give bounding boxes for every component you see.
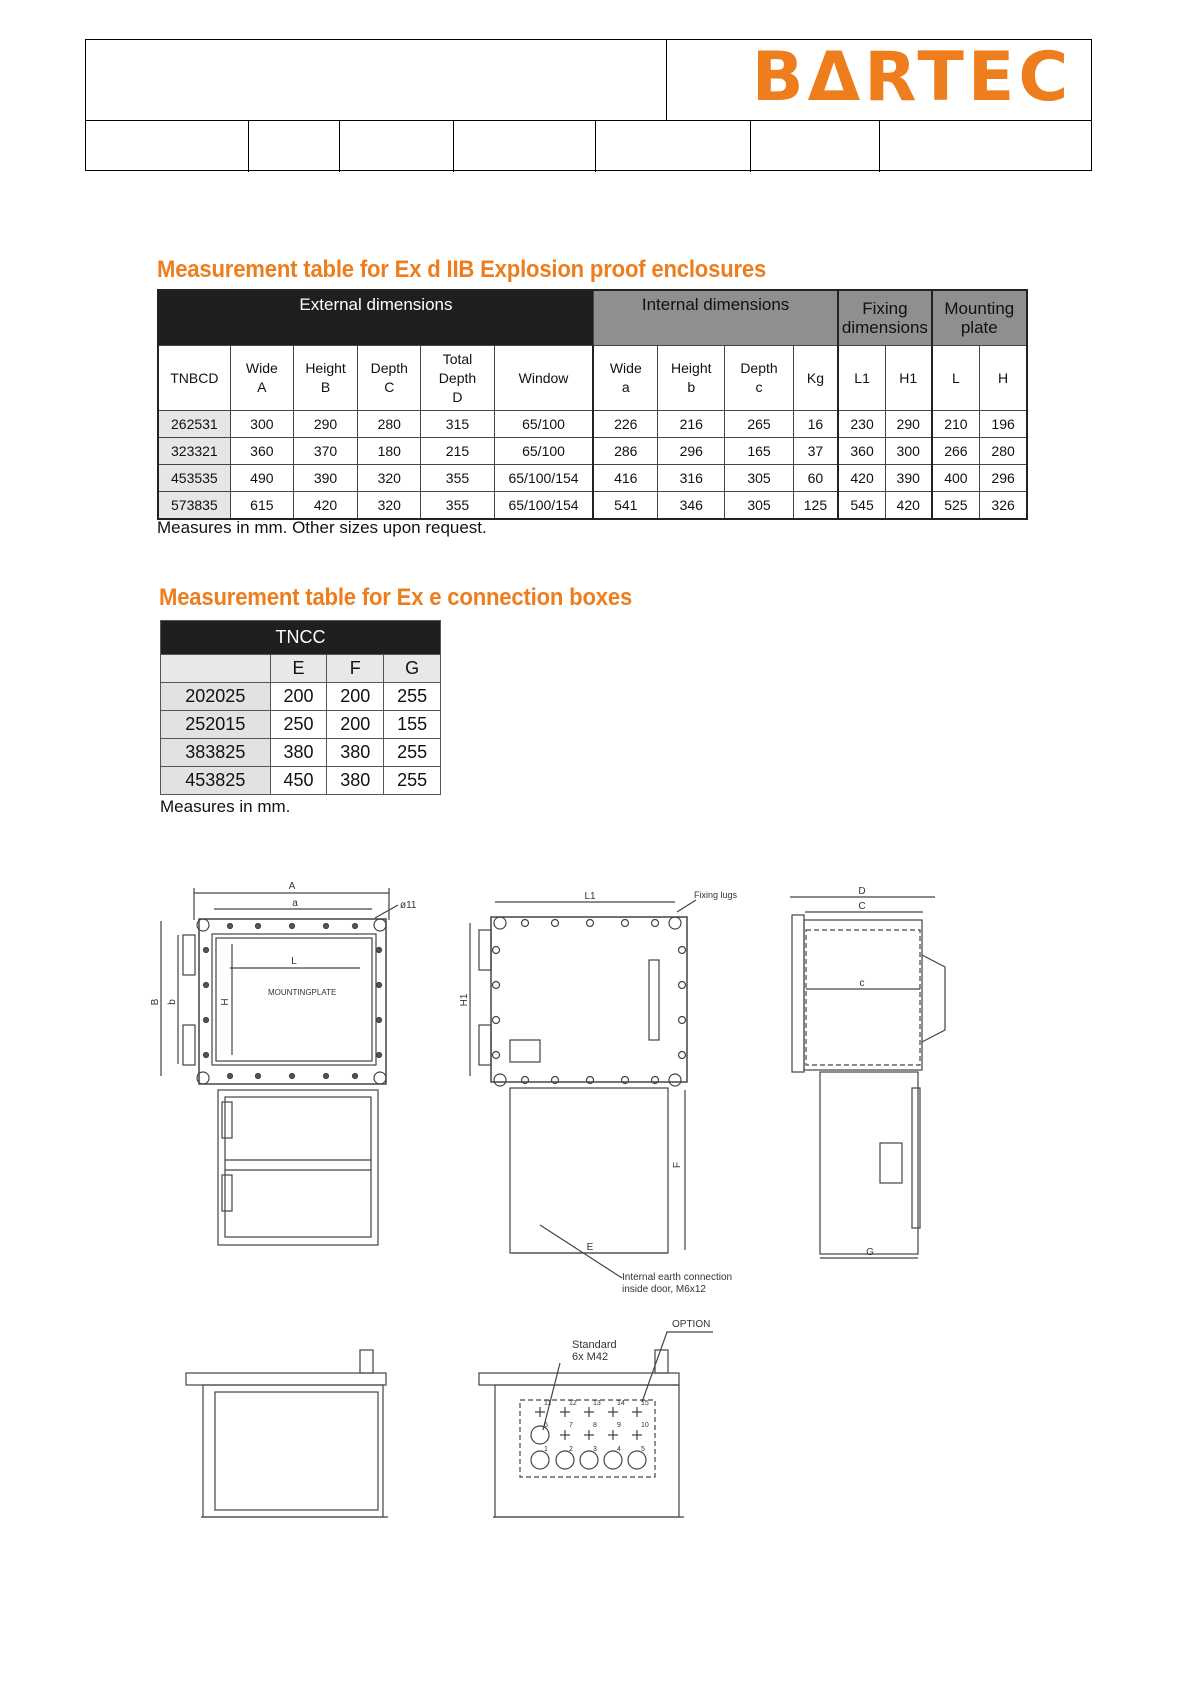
table-cell: 390 bbox=[885, 465, 931, 492]
group-mounting-plate: Mounting plate bbox=[932, 290, 1027, 346]
bolt bbox=[324, 924, 329, 929]
gland-number: 8 bbox=[593, 1422, 597, 1429]
bolt bbox=[493, 1017, 500, 1024]
gland-plug bbox=[584, 1407, 594, 1417]
table-cell: 383825 bbox=[161, 739, 271, 767]
table-cell: 200 bbox=[327, 683, 384, 711]
bolt bbox=[652, 920, 659, 927]
enclosures-note: Measures in mm. Other sizes upon request. bbox=[157, 518, 487, 537]
bolt bbox=[377, 983, 382, 988]
table-cell: 165 bbox=[725, 438, 793, 465]
column-header: E bbox=[270, 655, 327, 683]
gland-number: 7 bbox=[569, 1422, 573, 1429]
bolt bbox=[204, 983, 209, 988]
table-cell: 316 bbox=[658, 465, 725, 492]
table-cell: 370 bbox=[293, 438, 357, 465]
table-cell: 320 bbox=[358, 492, 421, 520]
gland-number: 14 bbox=[617, 1400, 625, 1407]
table-cell: 226 bbox=[593, 411, 657, 438]
table-cell: 323321 bbox=[158, 438, 230, 465]
table-cell: 250 bbox=[270, 711, 327, 739]
gland-entry bbox=[531, 1451, 549, 1469]
bolt bbox=[290, 1074, 295, 1079]
gland-number: 4 bbox=[617, 1446, 621, 1453]
dim-label: H bbox=[220, 998, 231, 1006]
column-header: TNBCD bbox=[158, 346, 230, 411]
dim-label: D bbox=[858, 886, 866, 897]
dim-label: H1 bbox=[459, 993, 470, 1007]
bolt bbox=[228, 1074, 233, 1079]
gland-plug bbox=[584, 1430, 594, 1440]
bartec-logo: BΔRTEC bbox=[751, 37, 1073, 117]
table-cell: 390 bbox=[293, 465, 357, 492]
bolt bbox=[493, 982, 500, 989]
column-header: F bbox=[327, 655, 384, 683]
table-cell: 541 bbox=[593, 492, 657, 520]
table-cell: 360 bbox=[838, 438, 885, 465]
bolt bbox=[353, 924, 358, 929]
table-cell: 266 bbox=[932, 438, 980, 465]
bolt bbox=[522, 920, 529, 927]
table-cell: 180 bbox=[358, 438, 421, 465]
gland-entry bbox=[604, 1451, 622, 1469]
dim-label: OPTION bbox=[672, 1319, 711, 1330]
table-cell: 155 bbox=[384, 711, 441, 739]
column-header: Height b bbox=[658, 346, 725, 411]
bolt bbox=[493, 947, 500, 954]
gland-number: 12 bbox=[569, 1400, 577, 1407]
gland-number: 13 bbox=[593, 1400, 601, 1407]
table-cell: 355 bbox=[421, 492, 494, 520]
table-cell: 380 bbox=[327, 767, 384, 795]
column-header: Depth c bbox=[725, 346, 793, 411]
column-header: L1 bbox=[838, 346, 885, 411]
table-cell: 280 bbox=[358, 411, 421, 438]
table-cell: 360 bbox=[230, 438, 293, 465]
table-cell: 450 bbox=[270, 767, 327, 795]
table-cell: 265 bbox=[725, 411, 793, 438]
column-header: Kg bbox=[793, 346, 838, 411]
table-cell: 202025 bbox=[161, 683, 271, 711]
column-header: H bbox=[980, 346, 1027, 411]
gland-plug bbox=[632, 1430, 642, 1440]
table-cell: 615 bbox=[230, 492, 293, 520]
gland-number: 6 bbox=[544, 1422, 548, 1429]
bolt bbox=[679, 982, 686, 989]
middle-view bbox=[459, 890, 738, 1295]
gland-number: 1 bbox=[544, 1446, 548, 1453]
bolt bbox=[204, 1053, 209, 1058]
table-cell: 65/100/154 bbox=[494, 465, 593, 492]
table-cell: 290 bbox=[885, 411, 931, 438]
column-header: Depth C bbox=[358, 346, 421, 411]
table-cell: 255 bbox=[384, 683, 441, 711]
column-header: G bbox=[384, 655, 441, 683]
front-view bbox=[150, 881, 417, 1245]
column-header: Total Depth D bbox=[421, 346, 494, 411]
bottom-view-right bbox=[479, 1319, 713, 1517]
bolt bbox=[587, 920, 594, 927]
gland-plug bbox=[560, 1407, 570, 1417]
table-cell: 300 bbox=[230, 411, 293, 438]
dim-label: L1 bbox=[584, 891, 596, 902]
table-cell: 210 bbox=[932, 411, 980, 438]
gland-number: 11 bbox=[544, 1400, 552, 1407]
table-cell: 453535 bbox=[158, 465, 230, 492]
table-cell: 280 bbox=[980, 438, 1027, 465]
table-cell: 420 bbox=[293, 492, 357, 520]
table-cell: 215 bbox=[421, 438, 494, 465]
gland-entry bbox=[628, 1451, 646, 1469]
table-cell: 380 bbox=[327, 739, 384, 767]
table-cell: 262531 bbox=[158, 411, 230, 438]
table-cell: 16 bbox=[793, 411, 838, 438]
table-cell: 326 bbox=[980, 492, 1027, 520]
column-header: Window bbox=[494, 346, 593, 411]
table-cell: 125 bbox=[793, 492, 838, 520]
column-header: H1 bbox=[885, 346, 931, 411]
boxes-note: Measures in mm. bbox=[160, 797, 291, 816]
bolt bbox=[679, 1017, 686, 1024]
gland-plug bbox=[608, 1430, 618, 1440]
group-fixing-dimensions: Fixing dimensions bbox=[838, 290, 931, 346]
bolt bbox=[256, 924, 261, 929]
enclosures-title: Measurement table for Ex d IIB Explosion proof enclosures bbox=[157, 256, 767, 283]
dim-label: Fixing lugs bbox=[694, 890, 738, 900]
dim-label: c bbox=[859, 978, 865, 989]
dim-label: a bbox=[292, 898, 298, 909]
table-cell: 305 bbox=[725, 465, 793, 492]
bolt bbox=[377, 1053, 382, 1058]
table-cell: 252015 bbox=[161, 711, 271, 739]
gland-number: 3 bbox=[593, 1446, 597, 1453]
gland-number: 15 bbox=[641, 1400, 649, 1407]
column-header: Height B bbox=[293, 346, 357, 411]
dim-label: inside door, M6x12 bbox=[622, 1284, 706, 1295]
table-cell: 60 bbox=[793, 465, 838, 492]
bolt bbox=[228, 924, 233, 929]
gland-plug bbox=[560, 1430, 570, 1440]
bolt bbox=[204, 948, 209, 953]
table-cell: 525 bbox=[932, 492, 980, 520]
dim-label: F bbox=[672, 1161, 683, 1169]
table-cell: 290 bbox=[293, 411, 357, 438]
table-cell: 380 bbox=[270, 739, 327, 767]
gland-plug bbox=[632, 1407, 642, 1417]
table-cell: 216 bbox=[658, 411, 725, 438]
table-cell: 200 bbox=[327, 711, 384, 739]
bolt bbox=[377, 948, 382, 953]
table-cell: 490 bbox=[230, 465, 293, 492]
table-cell: 255 bbox=[384, 767, 441, 795]
table-cell: 320 bbox=[358, 465, 421, 492]
dim-label: Standard bbox=[572, 1339, 617, 1351]
table-cell: 300 bbox=[885, 438, 931, 465]
bolt bbox=[290, 924, 295, 929]
table-cell: 420 bbox=[838, 465, 885, 492]
table-cell: 545 bbox=[838, 492, 885, 520]
gland-number: 10 bbox=[641, 1422, 649, 1429]
table-cell: 296 bbox=[980, 465, 1027, 492]
group-internal-dimensions: Internal dimensions bbox=[593, 290, 838, 346]
bolt bbox=[324, 1074, 329, 1079]
table-cell: 355 bbox=[421, 465, 494, 492]
table-cell: 305 bbox=[725, 492, 793, 520]
table-cell: 315 bbox=[421, 411, 494, 438]
bolt bbox=[256, 1074, 261, 1079]
dim-label: L bbox=[291, 956, 297, 967]
bolt bbox=[622, 920, 629, 927]
dim-label: A bbox=[288, 881, 296, 892]
table-cell: 420 bbox=[885, 492, 931, 520]
bolt bbox=[679, 947, 686, 954]
table-cell: 286 bbox=[593, 438, 657, 465]
table-cell: 65/100 bbox=[494, 438, 593, 465]
bolt bbox=[204, 1018, 209, 1023]
column-header: Wide A bbox=[230, 346, 293, 411]
table-cell: 255 bbox=[384, 739, 441, 767]
dim-label: B bbox=[150, 998, 161, 1006]
boxes-head: TNCC bbox=[161, 621, 441, 655]
gland-plug bbox=[608, 1407, 618, 1417]
table-cell: 346 bbox=[658, 492, 725, 520]
bolt bbox=[353, 1074, 358, 1079]
mounting-plate-label: MOUNTINGPLATE bbox=[268, 988, 337, 997]
gland-plug bbox=[535, 1407, 545, 1417]
gland-number: 5 bbox=[641, 1446, 645, 1453]
bottom-view-left bbox=[186, 1350, 388, 1517]
gland-number: 2 bbox=[569, 1446, 573, 1453]
table-cell: 196 bbox=[980, 411, 1027, 438]
dim-label: ø11 bbox=[400, 900, 417, 911]
dim-label: C bbox=[858, 901, 866, 912]
table-cell: 230 bbox=[838, 411, 885, 438]
dim-label: 6x M42 bbox=[572, 1351, 609, 1363]
bolt bbox=[552, 920, 559, 927]
table-cell: 400 bbox=[932, 465, 980, 492]
dim-label: Internal earth connection bbox=[622, 1272, 733, 1283]
column-header: Wide a bbox=[593, 346, 657, 411]
table-cell: 453825 bbox=[161, 767, 271, 795]
gland-number: 9 bbox=[617, 1422, 621, 1429]
dim-label: b bbox=[167, 999, 178, 1005]
table-cell: 37 bbox=[793, 438, 838, 465]
bolt bbox=[493, 1052, 500, 1059]
table-cell: 296 bbox=[658, 438, 725, 465]
gland-entry bbox=[580, 1451, 598, 1469]
gland-entry bbox=[556, 1451, 574, 1469]
dim-label: G bbox=[866, 1247, 874, 1258]
right-view bbox=[790, 886, 945, 1258]
table-cell: 200 bbox=[270, 683, 327, 711]
bolt bbox=[679, 1052, 686, 1059]
table-cell: 65/100/154 bbox=[494, 492, 593, 520]
group-external-dimensions: External dimensions bbox=[158, 290, 593, 346]
dim-label: E bbox=[586, 1242, 594, 1253]
table-cell: 573835 bbox=[158, 492, 230, 520]
table-cell: 65/100 bbox=[494, 411, 593, 438]
boxes-title: Measurement table for Ex e connection boxes bbox=[159, 584, 633, 611]
column-header: L bbox=[932, 346, 980, 411]
table-cell: 416 bbox=[593, 465, 657, 492]
bolt bbox=[377, 1018, 382, 1023]
